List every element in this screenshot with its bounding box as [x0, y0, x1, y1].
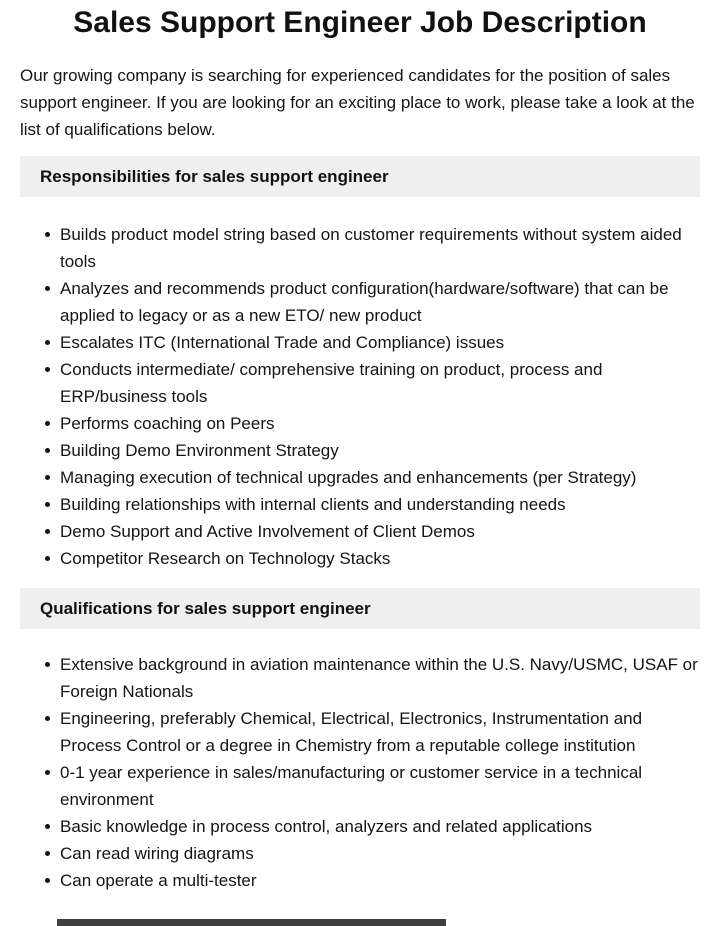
list-item-text: Managing execution of technical upgrades and enhancements (per Strategy) [60, 468, 637, 487]
intro-paragraph: Our growing company is searching for experienced candidates for the position of sales support engineer. If you are looking for an exciting place to work, please take a look at the list of qualifications below. [20, 66, 695, 139]
list-item [20, 813, 700, 840]
bullet-icon [45, 340, 50, 345]
list-item [20, 867, 700, 894]
bottom-cutoff-element [57, 919, 446, 926]
list-item [20, 651, 700, 705]
list-item [20, 518, 700, 545]
list-item [20, 545, 700, 572]
bullet-icon [45, 232, 50, 237]
bullet-icon [45, 878, 50, 883]
list-item [20, 221, 700, 275]
responsibilities-section-header: Responsibilities for sales support engineer [20, 156, 700, 197]
list-item [20, 759, 700, 813]
list-item [20, 464, 700, 491]
list-item [20, 705, 700, 759]
list-item [20, 410, 700, 437]
list-item-text: Conducts intermediate/ comprehensive training on product, process and ERP/business tools [60, 360, 603, 406]
list-item-text: Can read wiring diagrams [60, 844, 254, 863]
list-item-text: Can operate a multi-tester [60, 871, 257, 890]
bullet-icon [45, 824, 50, 829]
qualifications-section-header: Qualifications for sales support engineer [20, 588, 700, 629]
bullet-icon [45, 448, 50, 453]
list-item-text: Competitor Research on Technology Stacks [60, 549, 391, 568]
list-item [20, 437, 700, 464]
bullet-icon [45, 286, 50, 291]
list-item-text: Building Demo Environment Strategy [60, 441, 339, 460]
bullet-icon [45, 556, 50, 561]
list-item-text: Performs coaching on Peers [60, 414, 275, 433]
page-title: Sales Support Engineer Job Description [73, 6, 647, 39]
list-item [20, 356, 700, 410]
bullet-icon [45, 475, 50, 480]
list-item-text: Demo Support and Active Involvement of Client Demos [60, 522, 475, 541]
qualifications-list [20, 651, 700, 894]
responsibilities-list [20, 221, 700, 572]
bullet-icon [45, 851, 50, 856]
list-item-text: Escalates ITC (International Trade and Compliance) issues [60, 333, 505, 352]
bullet-icon [45, 716, 50, 721]
bullet-icon [45, 502, 50, 507]
list-item-text: Analyzes and recommends product configuration(hardware/software) that can be applied to legacy or as a new ETO/ new product [60, 279, 669, 325]
list-item [20, 491, 700, 518]
bullet-icon [45, 421, 50, 426]
list-item [20, 329, 700, 356]
list-item-text: Building relationships with internal clients and understanding needs [60, 495, 566, 514]
list-item [20, 840, 700, 867]
bullet-icon [45, 662, 50, 667]
list-item-text: 0-1 year experience in sales/manufacturing or customer service in a technical environment [60, 763, 643, 809]
list-item-text: Basic knowledge in process control, analyzers and related applications [60, 817, 593, 836]
list-item-text: Engineering, preferably Chemical, Electrical, Electronics, Instrumentation and Process Control or a degree in Chemistry from a reputable college institution [60, 709, 643, 755]
list-item [20, 275, 700, 329]
job-description-page [0, 4, 720, 894]
bullet-icon [45, 529, 50, 534]
bullet-icon [45, 367, 50, 372]
bullet-icon [45, 770, 50, 775]
list-item-text: Builds product model string based on customer requirements without system aided tools [60, 225, 682, 271]
list-item-text: Extensive background in aviation maintenance within the U.S. Navy/USMC, USAF or Foreign Nationals [60, 655, 698, 701]
